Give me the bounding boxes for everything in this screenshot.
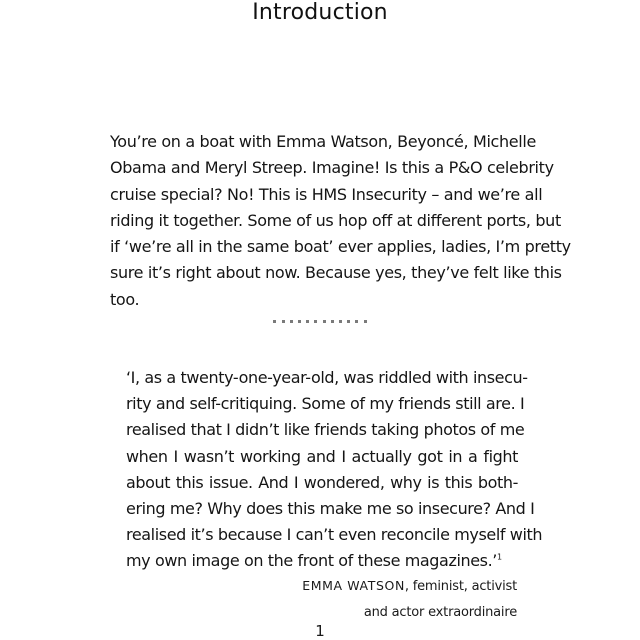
separator-dot <box>314 320 317 323</box>
quote-line: ‘I, as a twenty-one-year-old, was riddled with insecu- <box>126 368 528 387</box>
separator-dot <box>306 320 309 323</box>
separator-dot <box>298 320 301 323</box>
page-number: 1 <box>315 622 325 640</box>
separator-dot <box>339 320 342 323</box>
separator-dot <box>323 320 326 323</box>
separator-dot <box>290 320 293 323</box>
paragraph-line: sure it’s right about now. Because yes, they’ve felt like this <box>110 263 562 283</box>
quote-line: ering me? Why does this make me so insecure? And I <box>126 498 535 518</box>
quote-line-text: my own image on the front of these magazines.’ <box>126 551 497 571</box>
attribution-descriptor: , feminist, activist <box>404 579 517 594</box>
quote-attribution <box>300 573 517 626</box>
attribution-line-2: and actor extraordinaire <box>363 605 517 620</box>
section-separator-dots <box>0 320 640 323</box>
quote-line: about this issue. And I wondered, why is this both- <box>126 472 518 492</box>
quote-line: realised that I didn’t like friends taking photos of me <box>126 420 525 440</box>
paragraph-line: You’re on a boat with Emma Watson, Beyoncé, Michelle <box>110 132 536 151</box>
separator-dot <box>355 320 358 323</box>
separator-dot <box>347 320 350 323</box>
intro-paragraph <box>110 129 571 313</box>
separator-dot <box>273 320 276 323</box>
paragraph-line: cruise special? No! This is HMS Insecurity – and we’re all <box>110 184 543 204</box>
attribution-line-1 <box>300 573 517 600</box>
epigraph-quote <box>126 365 543 575</box>
footnote-marker[interactable]: 1 <box>497 552 502 562</box>
separator-dot <box>331 320 334 323</box>
paragraph-line: riding it together. Some of us hop off at different ports, but <box>110 210 561 230</box>
paragraph-line: too. <box>110 289 140 309</box>
separator-dot <box>364 320 367 323</box>
quote-line: realised it’s because I can’t even reconcile myself with <box>126 525 543 545</box>
quote-line: rity and self-critiquing. Some of my friends still are. I <box>126 394 525 414</box>
page-title: Introduction <box>252 0 388 25</box>
paragraph-line: if ‘we’re all in the same boat’ ever applies, ladies, I’m pretty <box>110 237 571 257</box>
quote-line: when I wasn’t working and I actually got in a fight <box>126 446 518 466</box>
paragraph-line: Obama and Meryl Streep. Imagine! Is this a P&O celebrity <box>110 158 554 178</box>
attribution-name: EMMA WATSON <box>302 578 405 593</box>
quote-line-last <box>126 548 518 574</box>
separator-dot <box>282 320 285 323</box>
